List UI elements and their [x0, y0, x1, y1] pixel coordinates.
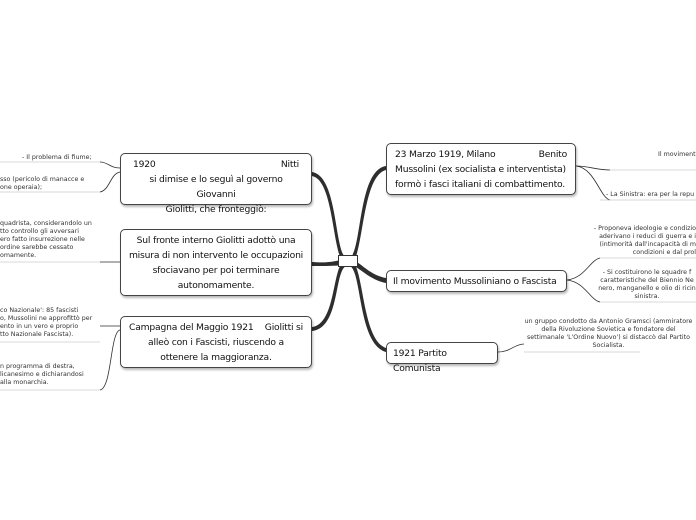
note-line: Socialista.: [592, 342, 625, 349]
topic-line: si dimise e lo seguì al governo Giovanni: [149, 174, 283, 200]
note-left-3: [0, 220, 92, 260]
note-line: one operaia);: [0, 184, 43, 191]
branch-to-left-topic-1: [312, 172, 346, 264]
topic-line: autonomamente.: [177, 280, 255, 291]
note-right-4: [594, 269, 696, 301]
note-left-2: [0, 176, 84, 192]
topic-campagna-1921[interactable]: [120, 316, 312, 368]
note-right-5: [521, 318, 696, 350]
note-right-1: [658, 151, 696, 159]
note-line: n programma di destra,: [0, 363, 75, 370]
topic-line: alleò con i Fascisti, riuscendo a: [148, 337, 284, 348]
branch-to-left-topic-3: [312, 261, 346, 331]
note-line: settimanale 'L'Ordine Nuovo') si distaccò dal Partito: [527, 334, 690, 341]
topic-line: Giolitti, che fronteggiò:: [165, 204, 267, 215]
subbranch-l3b: [100, 330, 120, 390]
note-line: - Il problema di fiume;: [22, 154, 92, 161]
topic-line: Nitti: [280, 159, 299, 170]
subbranch-r1b: [576, 166, 610, 200]
note-line: - Si costituirono le squadre f: [602, 269, 692, 276]
note-line: tto Nazionale Fascista).: [0, 331, 74, 338]
central-topic[interactable]: [338, 255, 358, 267]
topic-line: 1921 Partito Comunista: [393, 348, 447, 374]
topic-line: ottenere la maggioranza.: [160, 352, 272, 363]
note-left-5: [0, 363, 84, 387]
topic-line: 1920: [133, 159, 156, 170]
topic-line: Giolitti si: [264, 322, 303, 333]
note-right-2: [606, 191, 694, 199]
topic-movimento-fascista[interactable]: [386, 270, 567, 292]
topic-line: Campagna del Maggio 1921: [129, 322, 254, 333]
note-line: - La Sinistra: era per la repu: [606, 191, 695, 198]
note-line: (intimorità dall'incapacità di m: [599, 241, 696, 248]
note-line: quadrista, considerandolo un: [0, 220, 92, 227]
note-line: omamente.: [0, 252, 37, 259]
branch-to-right-topic-1: [350, 166, 386, 264]
note-left-4: [0, 307, 92, 339]
note-right-3: [594, 225, 696, 257]
subbranch-r1a: [576, 166, 610, 170]
note-underlines: [0, 162, 696, 390]
topic-line: Mussolini (ex socialista e interventista): [395, 164, 566, 175]
topic-giolitti-governo[interactable]: [120, 153, 312, 215]
topic-line: formò i fasci italiani di combattimento.: [395, 179, 565, 190]
note-line: Il moviment: [658, 151, 696, 158]
note-line: ordine sarebbe cessato: [0, 244, 74, 251]
subbranch-l1a: [100, 162, 120, 168]
topic-line: Benito: [538, 149, 567, 160]
note-line: - Proponeva ideologie e condizio: [593, 225, 696, 232]
note-line: tto controllo gli avversari: [0, 228, 79, 235]
note-line: alla monarchia.: [0, 379, 49, 386]
note-line: un gruppo condotto da Antonio Gramsci (ammiratore: [524, 318, 693, 325]
note-line: sso (pericolo di manacce e: [0, 176, 85, 183]
topic-partito-comunista[interactable]: [386, 342, 498, 374]
subbranch-l1b: [100, 172, 120, 192]
topic-line: 23 Marzo 1919, Milano: [395, 149, 496, 160]
topic-line: sfociavano per poi terminare: [152, 265, 280, 276]
note-line: condizioni e dal prol: [632, 249, 696, 256]
note-line: ero fatto insurrezione nelle: [0, 236, 85, 243]
topic-fasci-combattimento[interactable]: [386, 143, 576, 195]
note-line: ento in un vero e proprio: [0, 323, 79, 330]
note-left-1: [22, 154, 92, 162]
note-line: sinistra.: [634, 293, 660, 300]
note-line: nero, manganello e olio di ricin: [598, 285, 696, 292]
note-line: licanesimo e dichiarandosi: [0, 371, 84, 378]
note-line: caratteristiche del Biennio Ne: [600, 277, 694, 284]
note-line: co Nazionale': 85 fascisti: [0, 307, 79, 314]
topic-line: Sul fronte interno Giolitti adottò una: [136, 235, 296, 246]
topic-line: Il movimento Mussoliniano o Fascista: [393, 276, 557, 287]
note-line: o, Mussolini ne approfittò per: [0, 315, 93, 322]
note-line: aderivano i reduci di guerra e i: [599, 233, 696, 240]
topic-fronte-interno[interactable]: [120, 229, 312, 296]
topic-line: misura di non intervento le occupazioni: [128, 250, 304, 261]
note-line: della Rivoluzione Sovietica e fondatore del: [541, 326, 676, 333]
